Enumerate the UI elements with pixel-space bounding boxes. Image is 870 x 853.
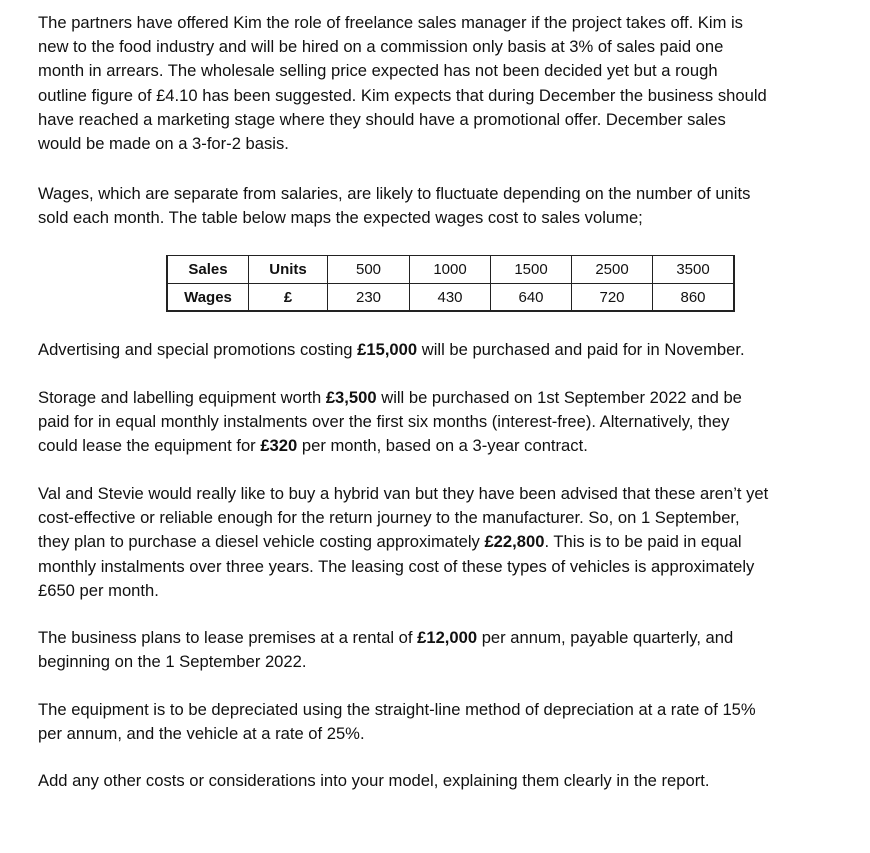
table-cell: 2500 (572, 256, 653, 284)
text-segment: will be purchased and paid for in November. (417, 340, 745, 359)
text-line: new to the food industry and will be hired on a commission only basis at 3% of sales paid one (38, 37, 724, 57)
text-line: outline figure of £4.10 has been suggested. Kim expects that during December the business should (38, 85, 767, 105)
table-row-wages (167, 284, 734, 312)
text-segment: The business plans to lease premises at a rental of (38, 628, 418, 647)
paragraph-depreciation (38, 698, 853, 746)
text-segment: per month, based on a 3-year contract. (297, 436, 588, 456)
text-line: month in arrears. The wholesale selling price expected has not been decided yet but a rough (38, 61, 718, 81)
text-segment: Storage and labelling equipment worth (38, 388, 326, 407)
text-line: would be made on a 3-for-2 basis. (38, 134, 289, 154)
bold-amount: £320 (260, 436, 298, 456)
table-cell: 1500 (491, 256, 572, 284)
text-line: per annum, and the vehicle at a rate of 25%. (38, 724, 365, 744)
bold-amount: £15,000 (357, 340, 418, 359)
text-line (38, 530, 853, 554)
text-line (38, 338, 853, 362)
paragraph-wages (38, 182, 853, 230)
table-row-sales (167, 256, 734, 284)
table-cell-unit: Units (249, 256, 328, 284)
table-cell: 500 (328, 256, 410, 284)
table-cell: 1000 (410, 256, 491, 284)
text-line: Wages, which are separate from salaries, are likely to fluctuate depending on the number of units (38, 184, 751, 203)
text-line: Val and Stevie would really like to buy a hybrid van but they have been advised that these aren’t yet (38, 484, 769, 503)
table-cell: 860 (653, 284, 735, 312)
paragraph-premises (38, 626, 853, 674)
paragraph-freelance-sales-manager (38, 11, 853, 156)
text-line (38, 386, 853, 410)
table-cell: 3500 (653, 256, 735, 284)
text-line: have reached a marketing stage where they should have a promotional offer. December sales (38, 109, 726, 129)
bold-amount: £22,800 (484, 532, 545, 552)
text-line (38, 434, 853, 458)
text-segment: . This is to be paid in equal (544, 532, 742, 552)
text-line: Add any other costs or considerations into your model, explaining them clearly in the report. (38, 771, 710, 790)
text-segment: will be purchased on 1st September 2022 and be (376, 388, 742, 407)
paragraph-advertising (38, 338, 853, 362)
text-line: beginning on the 1 September 2022. (38, 652, 307, 672)
text-line: The partners have offered Kim the role of freelance sales manager if the project takes off. Kim is (38, 13, 743, 32)
text-segment: Advertising and special promotions costing (38, 340, 358, 359)
text-line: paid for in equal monthly instalments over the first six months (interest-free). Alternatively, they (38, 412, 730, 432)
text-line: sold each month. The table below maps the expected wages cost to sales volume; (38, 208, 643, 228)
text-line: The equipment is to be depreciated using the straight-line method of depreciation at a rate of 15% (38, 700, 756, 719)
wages-table (166, 255, 735, 312)
bold-amount: £12,000 (417, 628, 478, 647)
table-cell: 720 (572, 284, 653, 312)
text-line: monthly instalments over three years. The leasing cost of these types of vehicles is approximately (38, 556, 755, 576)
text-segment: they plan to purchase a diesel vehicle costing approximately (38, 532, 485, 552)
paragraph-vehicle (38, 482, 853, 603)
table-cell-label: Wages (167, 284, 249, 312)
text-line (38, 626, 853, 650)
text-segment: could lease the equipment for (38, 436, 261, 456)
table-cell-label: Sales (167, 256, 249, 284)
text-segment: per annum, payable quarterly, and (477, 628, 734, 647)
text-line: £650 per month. (38, 580, 159, 600)
paragraph-other-costs (38, 769, 853, 793)
table-cell: 230 (328, 284, 410, 312)
text-line: cost-effective or reliable enough for the return journey to the manufacturer. So, on 1 September, (38, 508, 740, 528)
table-cell: 430 (410, 284, 491, 312)
paragraph-storage-equipment (38, 386, 853, 459)
bold-amount: £3,500 (325, 388, 377, 407)
table-cell: 640 (491, 284, 572, 312)
table-cell-unit: £ (249, 284, 328, 312)
